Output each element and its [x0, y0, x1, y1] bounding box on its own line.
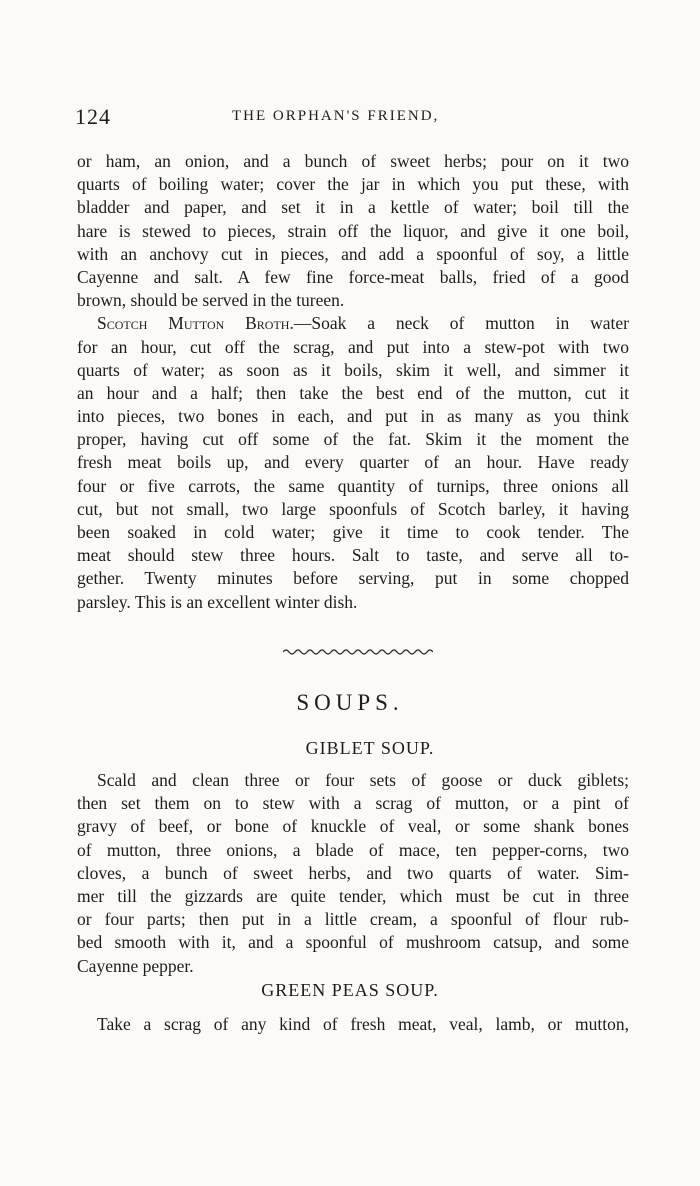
text-line: fresh meat boils up, and every quarter of an hour. Have ready	[77, 452, 629, 473]
text-line: quarts of water; as soon as it boils, skim it well, and simmer it	[77, 359, 629, 380]
running-head: THE ORPHAN'S FRIEND,	[232, 108, 440, 124]
text-line: bladder and paper, and set it in a kettle of water; boil till the	[77, 197, 629, 218]
text-line: proper, having cut off some of the fat. Skim it the moment the	[77, 429, 629, 450]
text-line: with an anchovy cut in pieces, and add a spoonful of soy, a little	[77, 243, 629, 264]
wavy-divider-ornament	[283, 645, 433, 657]
text-line: cloves, a bunch of sweet herbs, and two quarts of water. Sim-	[77, 862, 629, 883]
recipe-title-giblet-soup: GIBLET SOUP.	[305, 738, 435, 758]
text-line: cut, but not small, two large spoonfuls of Scotch barley, it having	[77, 498, 629, 519]
text-line: meat should stew three hours. Salt to taste, and serve all to-	[77, 545, 629, 566]
text-line: four or five carrots, the same quantity of turnips, three onions all	[77, 475, 629, 496]
recipe-first-line	[77, 312, 629, 335]
paragraph-hare-soup-continued	[77, 150, 629, 614]
text-line: gravy of beef, or bone of knuckle of veal, or some shank bones	[77, 816, 629, 837]
text-line: or four parts; then put in a little cream, a spoonful of flour rub-	[77, 909, 629, 930]
text-line: an hour and a half; then take the best end of the mutton, cut it	[77, 382, 629, 403]
section-title-soups: SOUPS.	[296, 690, 404, 715]
recipe-title-green-peas-soup: GREEN PEAS SOUP.	[261, 980, 439, 1000]
text-line: Cayenne and salt. A few fine force-meat balls, fried of a good	[77, 266, 629, 287]
text-line: Cayenne pepper.	[77, 955, 194, 976]
text-line-rest: —Soak a neck of mutton in water	[293, 313, 629, 334]
text-line: Scald and clean three or four sets of goose or duck giblets;	[97, 770, 629, 790]
paragraph-green-peas-soup	[77, 1013, 629, 1036]
paragraph-giblet-soup	[77, 769, 629, 978]
text-line: been soaked in cold water; give it time to cook tender. The	[77, 522, 629, 542]
text-line: parsley. This is an excellent winter dish.	[77, 591, 358, 612]
text-line: of mutton, three onions, a blade of mace, ten pepper-corns, two	[77, 839, 629, 860]
text-line: mer till the gizzards are quite tender, which must be cut in three	[77, 885, 629, 906]
text-line: into pieces, two bones in each, and put in as many as you think	[77, 406, 629, 427]
text-line: bed smooth with it, and a spoonful of mushroom catsup, and some	[77, 932, 629, 953]
text-line: or ham, an onion, and a bunch of sweet herbs; pour on it two	[77, 151, 629, 171]
page-number: 124	[75, 104, 111, 129]
text-line: brown, should be served in the tureen.	[77, 290, 345, 311]
page-header	[0, 102, 700, 132]
text-line: hare is stewed to pieces, strain off the liquor, and give it one boil,	[77, 220, 629, 241]
text-line: gether. Twenty minutes before serving, put in some chopped	[77, 568, 629, 589]
text-line: then set them on to stew with a scrag of mutton, or a pint of	[77, 793, 629, 814]
text-line: for an hour, cut off the scrag, and put into a stew-pot with two	[77, 336, 629, 357]
text-line: quarts of boiling water; cover the jar in which you put these, with	[77, 174, 629, 195]
text-line: Take a scrag of any kind of fresh meat, veal, lamb, or mutton,	[97, 1014, 629, 1034]
recipe-heading-scotch-mutton-broth: Scotch Mutton Broth.	[97, 313, 294, 334]
